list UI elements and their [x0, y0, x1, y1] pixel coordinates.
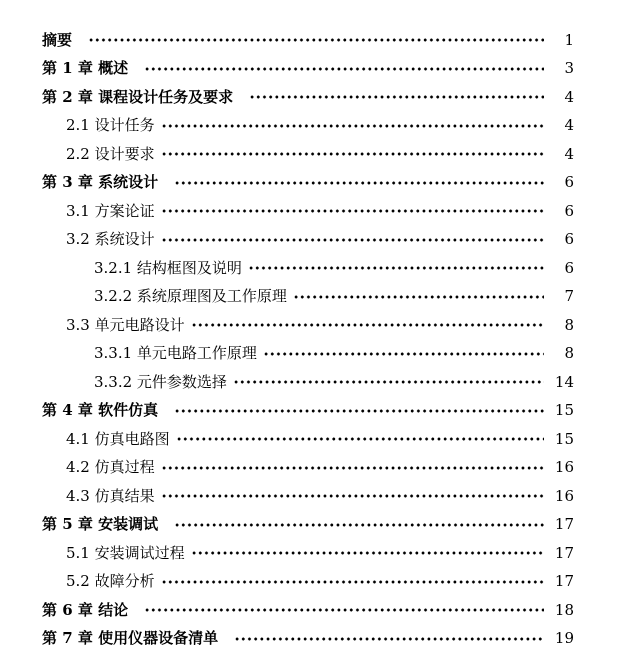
dot-leader: [176, 432, 544, 447]
toc-entry[interactable]: [0, 454, 620, 483]
toc-entry[interactable]: [0, 169, 620, 198]
table-of-contents: [0, 26, 620, 653]
toc-entry-title: 3.3 单元电路设计: [66, 318, 185, 333]
dot-leader: [293, 289, 544, 304]
dot-leader: [161, 147, 544, 162]
toc-entry-title: 3.2 系统设计: [66, 232, 155, 247]
toc-entry-page: 3: [552, 61, 574, 76]
toc-entry-page: 15: [552, 403, 574, 418]
toc-entry[interactable]: [0, 226, 620, 255]
dot-leader: [144, 61, 544, 76]
toc-entry-title: 第 4 章 软件仿真: [42, 403, 158, 418]
dot-leader: [174, 517, 544, 532]
toc-entry[interactable]: [0, 26, 620, 55]
dot-leader: [161, 232, 544, 247]
toc-entry-title: 3.2.1 结构框图及说明: [94, 261, 242, 276]
toc-entry[interactable]: [0, 55, 620, 84]
toc-entry-page: 6: [552, 261, 574, 276]
dot-leader: [233, 375, 544, 390]
toc-entry-page: 17: [552, 517, 574, 532]
toc-entry-page: 4: [552, 90, 574, 105]
toc-entry[interactable]: [0, 368, 620, 397]
toc-entry-title: 5.2 故障分析: [66, 574, 155, 589]
toc-entry[interactable]: [0, 140, 620, 169]
toc-entry-title: 3.2.2 系统原理图及工作原理: [94, 289, 287, 304]
toc-entry-page: 16: [552, 460, 574, 475]
toc-entry[interactable]: [0, 197, 620, 226]
toc-entry-title: 3.1 方案论证: [66, 204, 155, 219]
toc-entry-title: 4.1 仿真电路图: [66, 432, 170, 447]
toc-entry[interactable]: [0, 511, 620, 540]
toc-entry[interactable]: [0, 254, 620, 283]
toc-entry-title: 2.2 设计要求: [66, 147, 155, 162]
toc-entry-title: 4.2 仿真过程: [66, 460, 155, 475]
toc-entry-title: 第 1 章 概述: [42, 61, 128, 76]
dot-leader: [161, 489, 544, 504]
dot-leader: [174, 403, 544, 418]
toc-entry[interactable]: [0, 482, 620, 511]
dot-leader: [161, 118, 544, 133]
toc-entry-page: 7: [552, 289, 574, 304]
dot-leader: [191, 546, 544, 561]
dot-leader: [88, 33, 544, 48]
dot-leader: [144, 603, 544, 618]
toc-entry-title: 4.3 仿真结果: [66, 489, 155, 504]
toc-entry-page: 18: [552, 603, 574, 618]
dot-leader: [161, 460, 544, 475]
toc-entry[interactable]: [0, 425, 620, 454]
toc-entry-page: 1: [552, 33, 574, 48]
toc-entry-page: 6: [552, 175, 574, 190]
toc-entry[interactable]: [0, 283, 620, 312]
toc-entry[interactable]: [0, 311, 620, 340]
toc-entry[interactable]: [0, 340, 620, 369]
dot-leader: [174, 175, 544, 190]
dot-leader: [249, 90, 544, 105]
toc-entry-page: 17: [552, 574, 574, 589]
toc-entry[interactable]: [0, 112, 620, 141]
dot-leader: [161, 574, 544, 589]
dot-leader: [263, 346, 544, 361]
toc-entry-title: 第 2 章 课程设计任务及要求: [42, 90, 233, 105]
toc-entry-page: 19: [552, 631, 574, 646]
toc-entry-title: 第 3 章 系统设计: [42, 175, 158, 190]
dot-leader: [248, 261, 544, 276]
dot-leader: [234, 631, 544, 646]
toc-entry-page: 16: [552, 489, 574, 504]
toc-entry-title: 3.3.2 元件参数选择: [94, 375, 227, 390]
toc-entry-title: 3.3.1 单元电路工作原理: [94, 346, 257, 361]
toc-entry-page: 14: [552, 375, 574, 390]
toc-entry-title: 5.1 安装调试过程: [66, 546, 185, 561]
toc-entry[interactable]: [0, 83, 620, 112]
toc-entry[interactable]: [0, 397, 620, 426]
toc-entry-page: 6: [552, 204, 574, 219]
toc-entry-page: 8: [552, 346, 574, 361]
toc-entry[interactable]: [0, 625, 620, 653]
dot-leader: [161, 204, 544, 219]
toc-entry[interactable]: [0, 568, 620, 597]
toc-entry-page: 4: [552, 147, 574, 162]
toc-entry-page: 15: [552, 432, 574, 447]
toc-entry-page: 6: [552, 232, 574, 247]
toc-entry-page: 8: [552, 318, 574, 333]
toc-entry[interactable]: [0, 539, 620, 568]
toc-entry-page: 4: [552, 118, 574, 133]
toc-entry-title: 第 6 章 结论: [42, 603, 128, 618]
toc-entry-title: 2.1 设计任务: [66, 118, 155, 133]
toc-entry[interactable]: [0, 596, 620, 625]
toc-entry-title: 第 5 章 安装调试: [42, 517, 158, 532]
dot-leader: [191, 318, 544, 333]
toc-entry-title: 第 7 章 使用仪器设备清单: [42, 631, 218, 646]
toc-entry-page: 17: [552, 546, 574, 561]
toc-entry-title: 摘要: [42, 33, 72, 48]
